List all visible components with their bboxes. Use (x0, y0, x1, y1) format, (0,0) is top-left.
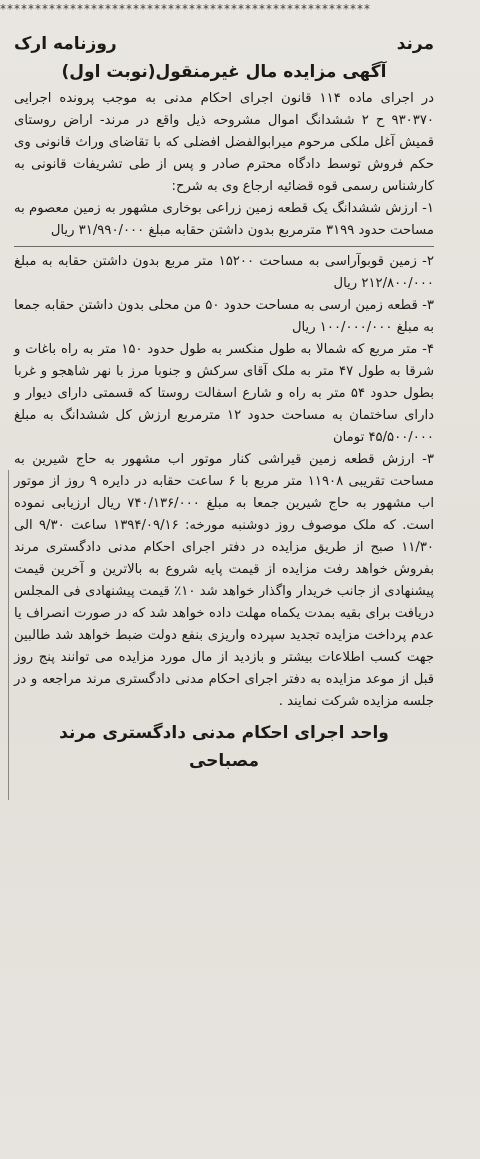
issuing-office: واحد اجرای احکام مدنی دادگستری مرند (59, 723, 389, 743)
signature-block (14, 719, 434, 775)
item-5: ۳- ارزش قطعه زمین قیراشی کنار موتور اب مشهور به حاج شیرین به مساحت تقریبی ۱۱۹۰۸ متر مربع با ۶ ساعت حقابه در دایره ۹ روز از موتور اب مشهور به حاج شیرین جمعا به مبلغ ۷۴۰/۱۳۶/۰۰۰ ریال ارزیابی نموده است. که ملک موصوف روز دوشنبه مورخه: ۱۳۹۴/۰۹/۱۶ ساعت ۹/۳۰ الی ۱۱/۳۰ صبح از طریق مزایده در دفتر اجرای احکام مدنی دادگستری مرند بفروش خواهد رفت مزایده از قیمت پایه شروع به بالاترین و آخرین قیمت پیشنهادی از جانب خریدار واگذار خواهد شد ۱۰٪ قیمت پیشنهادی فی المجلس دریافت برای بقیه بمدت یکماه مهلت داده خواهد شد که در صورت انصراف یا عدم پرداخت مزایده تجدید سپرده واریزی بنفع دولت ضبط خواهد شد طالبین جهت کسب اطلاعات بیشتر و بازدید از مال مورد مزایده می توانند پنج روز قبل از موعد مزایده به دفتر اجرای احکام مدنی دادگستری مرند مراجعه و در جلسه مزایده شرکت نمایند . (14, 452, 435, 709)
signatory-name: مصباحی (188, 751, 260, 771)
newspaper-name: روزنامه ارک (14, 34, 117, 54)
city-label: مرند (396, 34, 434, 54)
header-row (14, 34, 434, 60)
item-1: ۱- ارزش ششدانگ یک قطعه زمین زراعی بوخاری مشهور به زمین معصوم به مساحت حدود ۳۱۹۹ مترمربع بدون داشتن حقابه مبلغ ۳۱/۹۹۰/۰۰۰ ریال (14, 201, 434, 238)
blank-space (0, 1010, 480, 1159)
auction-notice (14, 34, 434, 775)
item-2: ۲- زمین قوبوآراسی به مساحت ۱۵۲۰۰ متر مربع بدون داشتن حقابه به مبلغ ۲۱۲/۸۰۰/۰۰۰ ریال (14, 254, 434, 291)
item-4: ۴- متر مربع که شمالا به طول منکسر به طول حدود ۱۵۰ متر به راه باغات و شرقا به طول ۴۷ متر به ملک آقای سرکش و جنوبا مرز با نهر شاهجو و غربا بطول حدود ۵۴ متر به راه و شارع اسفالت روستا که قسمتی دارای دیوار و دارای ساختمان به مساحت حدود ۱۲ مترمربع ارزش کل ششدانگ به مبلغ ۴۵/۵۰۰/۰۰۰ تومان (14, 342, 435, 445)
divider (14, 246, 434, 247)
item-3: ۳- قطعه زمین ارسی به مساحت حدود ۵۰ من محلی بدون داشتن حقابه جمعا به مبلغ ۱۰۰/۰۰۰/۰۰۰ ریال (14, 298, 434, 335)
margin-line (8, 470, 9, 800)
dotted-border: ***************************************************** (0, 2, 371, 16)
intro-paragraph: در اجرای ماده ۱۱۴ قانون اجرای احکام مدنی به موجب پرونده اجرایی ۹۳۰۳۷۰ ح ۲ ششدانگ اموال مشروحه ذیل واقع در مرند- اراض روستای قمیش آغل ملکی مرحوم میرابوالفضل افضلی که با تقاضای وراث قانونی وی حکم فروش توسط دادگاه محترم صادر و پس از طی تشریفات قانونی به کارشناس رسمی قوه قضائیه ارجاع وی به شرح: (14, 91, 434, 194)
notice-title: آگهی مزایده مال غیرمنقول(نوبت اول) (61, 62, 387, 82)
